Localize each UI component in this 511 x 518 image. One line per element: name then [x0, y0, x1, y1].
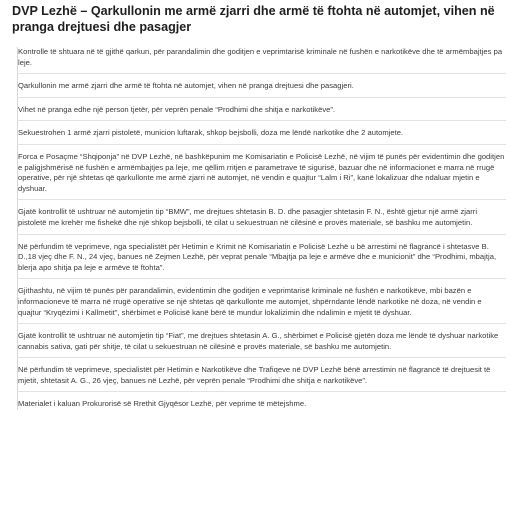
article-body: [17, 47, 506, 410]
article-title: DVP Lezhë – Qarkullonin me armë zjarri dhe armë të ftohta në automjet, vihen në pranga drejtuesi dhe pasagjer: [12, 4, 495, 34]
paragraph-divider: [17, 391, 506, 392]
paragraph: Në përfundim të veprimeve, nga specialistët për Hetimin e Krimit në Komisariatin e Policisë Lezhë u bë arrestimi në flagrancë i shtetasve B. D.,18 vjeç dhe F. N., 24 vjeç, banues në Zejmen Lezhë, për veprat penale “Mbajtja pa leje e armëve dhe e municionit” dhe “Prodhimi, mbajtja, blerja apo shitja pa leje e armëve të ftohta”.: [18, 241, 497, 272]
paragraph: Gjithashtu, në vijim të punës për parandalimin, evidentimin dhe goditjen e veprimtarisë kriminale në fushën e narkotikëve, mbi bazën e informacioneve të marra në rrugë operative se një shtetas që qarkullonte me automjet, shpërndante lëndë narkotike në doza, në vendin e quajtur “Kryqëzimi i Kallmetit”, shërbimet e Policisë kanë bërë të mundur lokalizimin dhe ndalimin e mjetit të dyshuar.: [18, 286, 482, 317]
paragraph: Gjatë kontrollit të ushtruar në automjetin tip “BMW”, me drejtues shtetasin B. D. dhe pasagjer shtetasin F. N., është gjetur një armë zjarri pistoletë me krehër me fishekë dhe një shkop bejsbolli, të cilat u sekuestruan në cilësinë e provës materiale, së bashku me automjetin.: [18, 207, 478, 227]
paragraph: Vihet në pranga edhe një person tjetër, për veprën penale “Prodhimi dhe shitja e narkotikëve”.: [18, 104, 336, 114]
paragraph-intro: Kontrolle të shtuara në të gjithë qarkun, për parandalimin dhe goditjen e veprimtarisë kriminale në fushën e narkotikëve dhe të armëmbajtjes pa leje.: [18, 47, 503, 67]
paragraph: Sekuestrohen 1 armë zjarri pistoletë, municion luftarak, shkop bejsbolli, doza me lëndë narkotike dhe 2 automjete.: [18, 128, 404, 138]
paragraph-divider: [17, 144, 506, 145]
paragraph-divider: [17, 120, 506, 121]
paragraph: Në përfundim të veprimeve, specialistët për Hetimin e Narkotikëve dhe Trafiqeve në DVP Lezhë bënë arrestimin në flagrancë të drejtuesit të mjetit, shtetasit A. G., 26 vjeç, banues në Lezhë, për veprën penale “Prodhimi dhe shitja e narkotikëve”.: [18, 365, 491, 385]
paragraph-divider: [17, 199, 506, 200]
paragraph-divider: [17, 323, 506, 324]
paragraph: Forca e Posaçme “Shqiponja” në DVP Lezhë, në bashkëpunim me Komisariatin e Policisë Lezhë, në vijim të punës për evidentimin dhe goditjen e paligjshmërisë në fushën e armëmbajtjes pa leje, me qëllim rritjen e parametrave të sigurisë, bazuar dhe në informacionet e marra në rrugë operative, për një shtetas që qarkullonte me armë zjarri në automjet, në vendin e quajtur “Lalm i Ri”, kanë lokalizuar dhe ndaluar mjetin e dyshuar.: [18, 151, 505, 193]
paragraph-closing: Materialet i kaluan Prokurorisë së Rrethit Gjyqësor Lezhë, për veprime të mëtejshme.: [18, 399, 307, 409]
paragraph-divider: [17, 73, 506, 74]
paragraph-divider: [17, 97, 506, 98]
paragraph-divider: [17, 234, 506, 235]
paragraph: Qarkullonin me armë zjarri dhe armë të ftohta në automjet, vihen në pranga drejtuesi dhe pasagjeri.: [18, 81, 354, 91]
paragraph-divider: [17, 278, 506, 279]
paragraph-divider: [17, 357, 506, 358]
paragraph: Gjatë kontrollit të ushtruar në automjetin tip “Fiat”, me drejtues shtetasin A. G., shërbimet e Policisë gjetën doza me lëndë të dyshuar narkotike cannabis sativa, gati për shitje, të cilat u sekuestruan në cilësinë e provës materiale, së bashku me automjetin.: [18, 331, 499, 351]
